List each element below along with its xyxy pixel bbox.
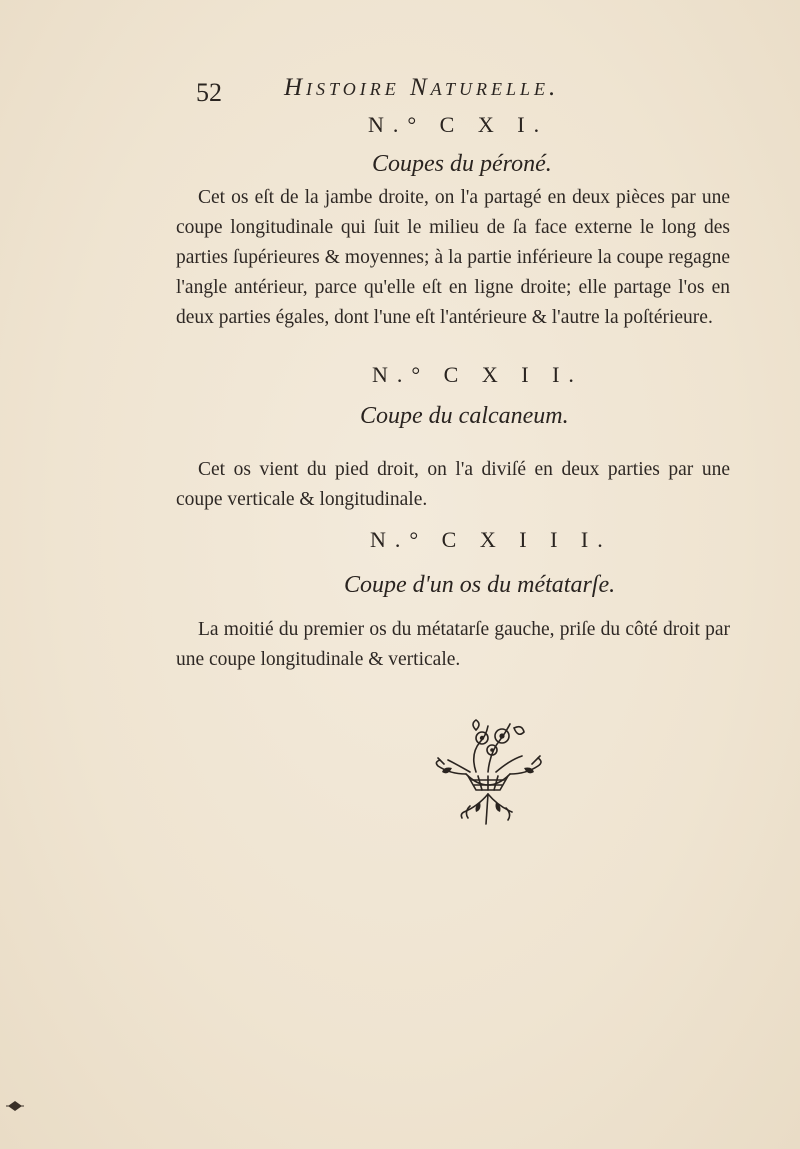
entry-text: La moitié du premier os du métatarſe gauche, priſe du côté droit par une coupe longitudinale & verticale.: [176, 619, 730, 670]
entry-text: Cet os vient du pied droit, on l'a diviſé en deux parties par une coupe verticale & longitudinale.: [176, 459, 730, 510]
page-number: 52: [196, 78, 222, 107]
entry-paragraph: [176, 183, 730, 333]
entry-text: Cet os eſt de la jambe droite, on l'a partagé en deux pièces par une coupe longitudinale qui ſuit le milieu de ſa face externe le long des parties ſupérieures & moyennes; à la partie inférieure la coupe regagne l'angle antérieur, parce qu'elle eſt en ligne droite; elle partage l'os en deux parties égales, dont l'une eſt l'antérieure & l'autre la poſtérieure.: [176, 187, 730, 328]
entry-title: Coupes du péroné.: [372, 151, 552, 177]
entry-paragraph: [176, 455, 730, 515]
entry-number: N.° C X I I I.: [370, 527, 612, 552]
entry-title: Coupe du calcaneum.: [360, 403, 569, 429]
floral-basket-ornament-icon: [426, 716, 550, 826]
entry-number: N.° C X I.: [368, 112, 549, 137]
entry-paragraph: [176, 615, 730, 675]
entry-title: Coupe d'un os du métatarſe.: [344, 572, 616, 598]
printer-mark-icon: [6, 1098, 24, 1114]
entry-number: N.° C X I I.: [372, 362, 583, 387]
running-head: Histoire Naturelle.: [284, 74, 560, 101]
